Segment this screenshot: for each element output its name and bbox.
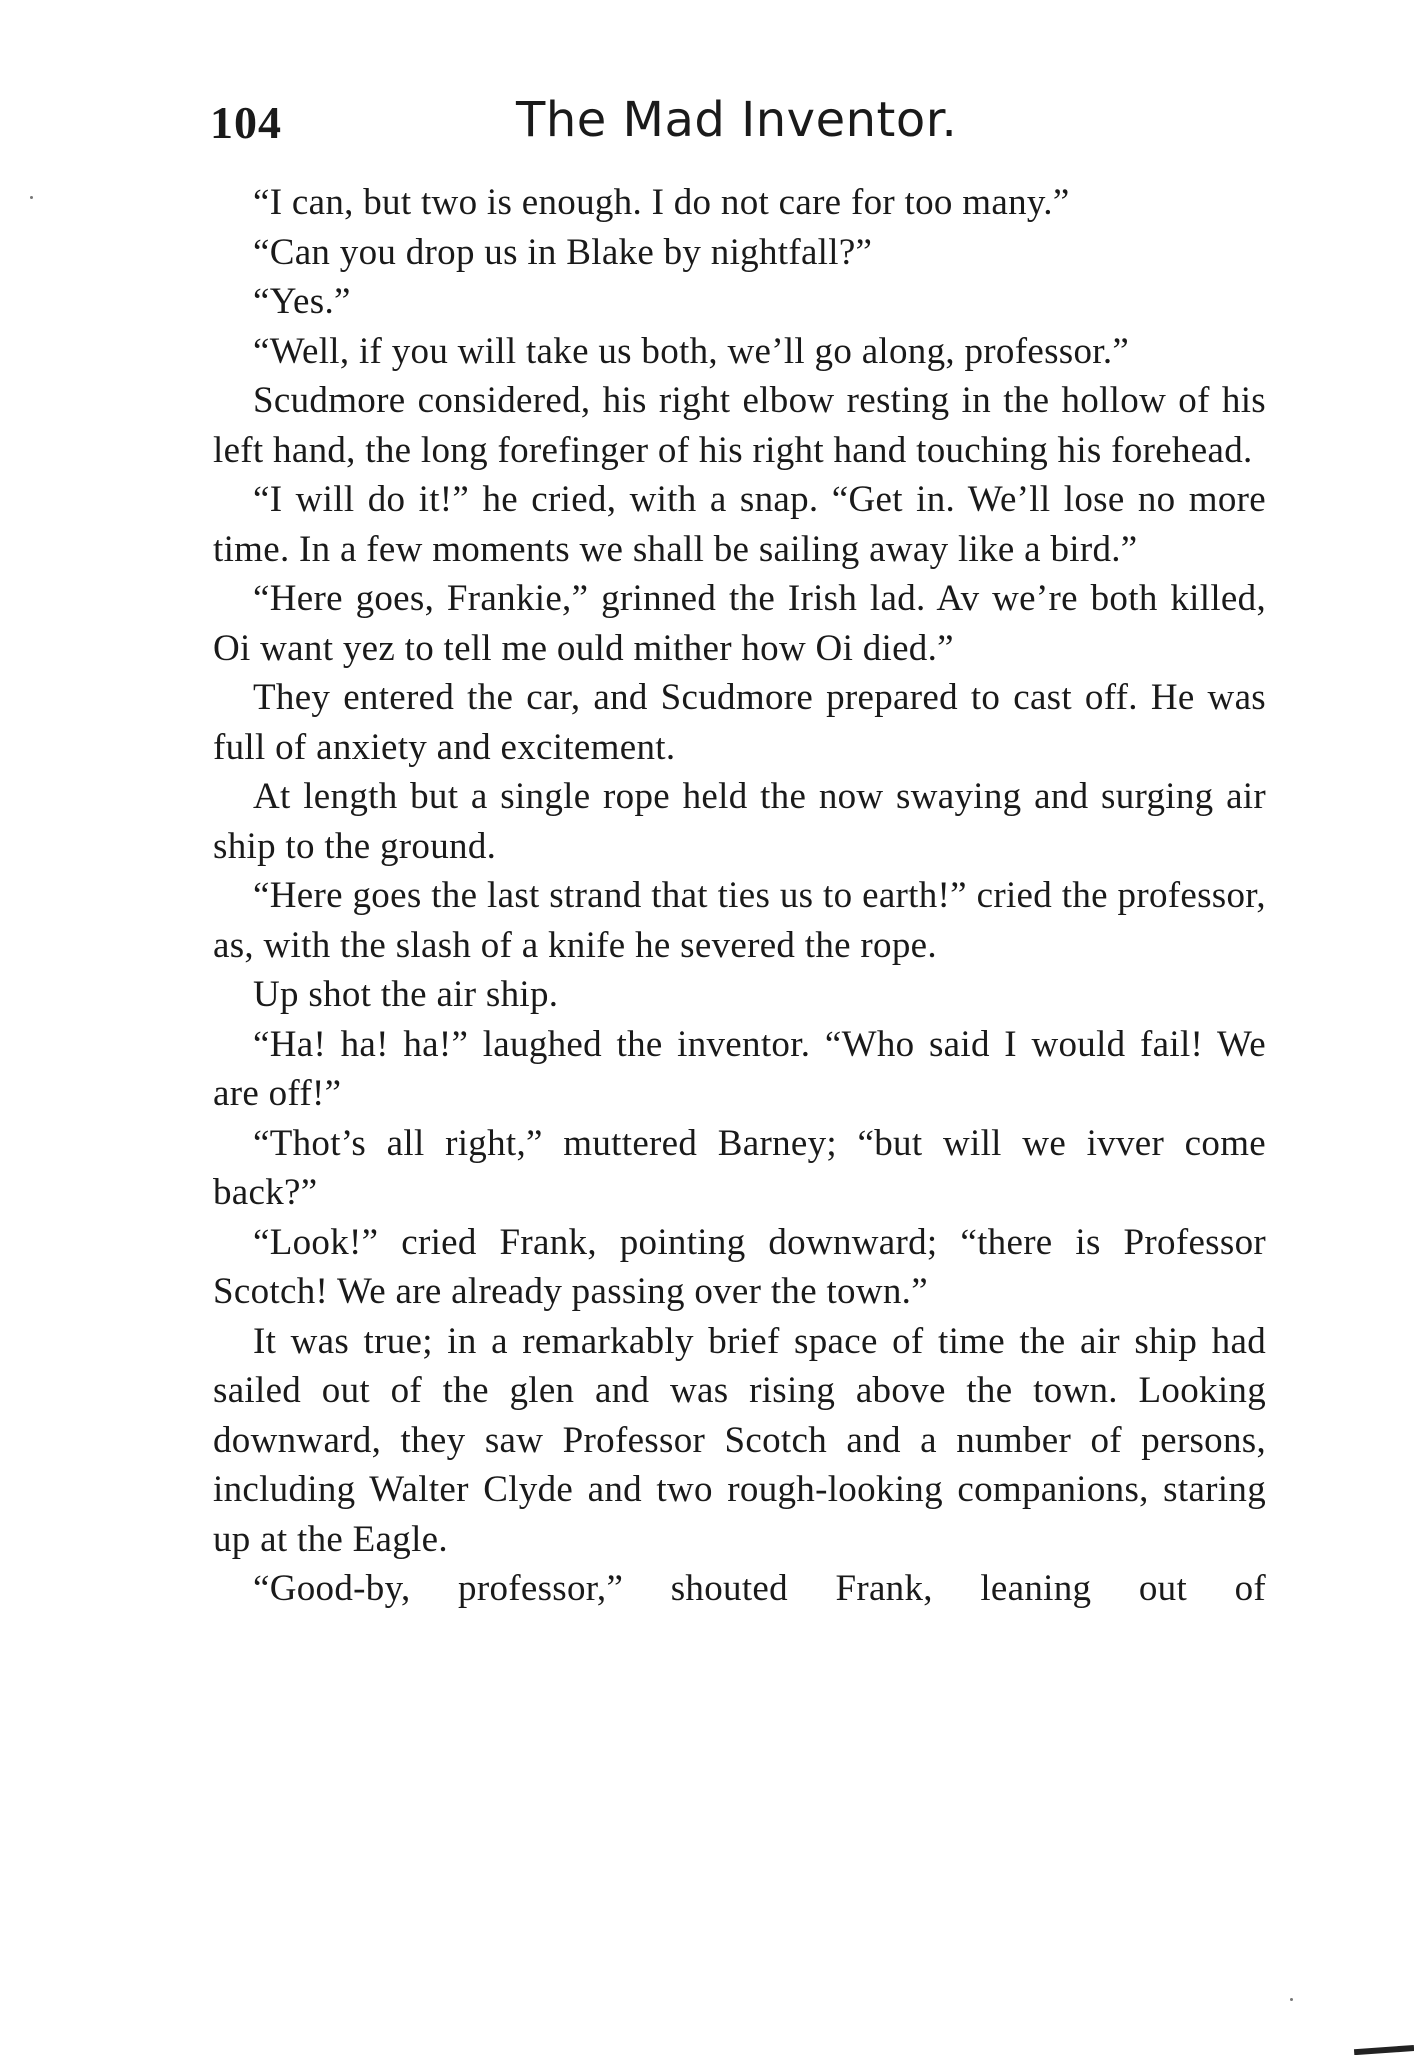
page-number: 104 xyxy=(210,97,282,148)
paragraph: It was true; in a remarkably brief space of time the air ship had sailed out of the glen and was rising above the town. Looking downward, they saw Professor Scotch and a number of persons, including Walter Clyde and two rough-looking companions, staring up at the Eagle. xyxy=(213,1320,1266,1560)
paragraph: Scudmore considered, his right elbow resting in the hollow of his left hand, the long forefinger of his right hand touching his forehead. xyxy=(213,380,1266,471)
body-text xyxy=(213,178,1266,1614)
paragraph: “Can you drop us in Blake by nightfall?” xyxy=(253,231,873,273)
paragraph: Up shot the air ship. xyxy=(253,974,559,1015)
paragraph: At length but a single rope held the now swaying and surging air ship to the ground. xyxy=(213,776,1266,867)
paragraph: “Here goes the last strand that ties us to earth!” cried the professor, as, with the slash of a knife he severed the rope. xyxy=(213,875,1266,966)
paragraph: “Look!” cried Frank, pointing downward; “there is Professor Scotch! We are already passing over the town.” xyxy=(213,1221,1266,1312)
scan-speck xyxy=(30,196,33,199)
running-title: The Mad Inventor. xyxy=(516,92,958,148)
paragraph: “Thot’s all right,” muttered Barney; “but will we ivver come back?” xyxy=(213,1122,1266,1213)
paragraph: “I will do it!” he cried, with a snap. “Get in. We’ll lose no more time. In a few moments we shall be sailing away like a bird.” xyxy=(213,479,1266,570)
page-header xyxy=(210,92,1260,162)
scan-speck xyxy=(1290,1998,1293,2001)
paragraph: “Well, if you will take us both, we’ll go along, professor.” xyxy=(253,330,1130,372)
paragraph: They entered the car, and Scudmore prepared to cast off. He was full of anxiety and excitement. xyxy=(213,677,1266,768)
paragraph: “Ha! ha! ha!” laughed the inventor. “Who said I would fail! We are off!” xyxy=(213,1023,1266,1114)
scan-edge-mark xyxy=(1354,2045,1414,2055)
paragraph: “I can, but two is enough. I do not care for too many.” xyxy=(253,182,1070,223)
paragraph: “Good-by, professor,” shouted Frank, leaning out of xyxy=(253,1568,1266,1609)
paragraph: “Here goes, Frankie,” grinned the Irish lad. Av we’re both killed, Oi want yez to tell me ould mither how Oi died.” xyxy=(213,578,1266,669)
paragraph: “Yes.” xyxy=(253,281,351,322)
